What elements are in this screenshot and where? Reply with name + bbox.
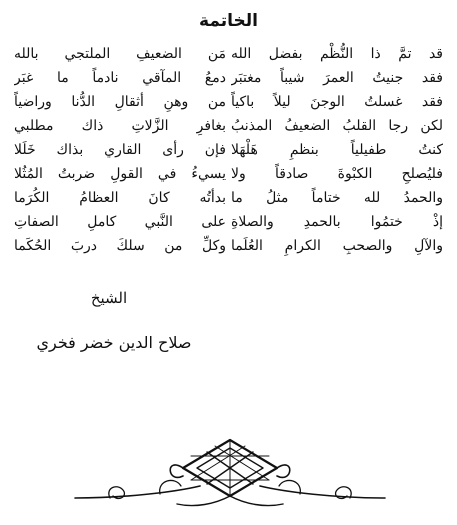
verse-first-hemistich: فقد جنيتُ العمرَ شيباً مغتبَر xyxy=(231,70,443,86)
poem-second-hemistichs xyxy=(14,42,226,258)
verse-first-hemistich: كنتُ طفيلياً بنظمِ هَلْهَلا xyxy=(231,142,443,158)
poem-first-hemistichs xyxy=(231,42,443,258)
verse-second-hemistich: يسيءُ في القولِ ضربتُ المُثُلا xyxy=(14,166,226,182)
verse-first-hemistich: قد تمَّ ذا النُّظْم بفضل الله xyxy=(231,46,443,62)
verse-first-hemistich: إذْ ختمُوا بالحمدِ والصلاةِ xyxy=(231,214,443,230)
signature-name: صلاح الدين خضر فخري xyxy=(36,333,192,352)
verse-second-hemistich: دمعُ المآقي نادماً ما غبَر xyxy=(14,70,226,86)
verse-second-hemistich: فإن رأى القاري بذاك خَلَلا xyxy=(14,142,226,158)
verse-second-hemistich: بدأتُه كانَ العظامُ الكُرَما xyxy=(14,190,226,206)
page-title: الخاتمة xyxy=(199,11,258,31)
ornament-knot-icon xyxy=(65,428,395,518)
verse-first-hemistich: والحمدُ لله ختاماً مثلُ ما xyxy=(231,190,443,206)
verse-second-hemistich: بغافرِ الزَّلاتِ ذاك مطلبي xyxy=(14,118,226,134)
signature-title: الشيخ xyxy=(90,289,128,307)
verse-second-hemistich: على النَّبي كاملِ الصفاتِ xyxy=(14,214,226,230)
verse-first-hemistich: فقد غسلتُ الوجنَ ليلاً باكياً xyxy=(231,94,443,110)
verse-second-hemistich: من وهنِ أثقالِ الدُّنا وراضياً xyxy=(14,94,226,110)
verse-first-hemistich: فليُصلحِ الكبْوةَ صادقاً ولا xyxy=(231,166,443,182)
verse-first-hemistich: والآلِ والصحبِ الكرامِ العُلَما xyxy=(231,238,443,254)
verse-second-hemistich: مَن الضعيفِ الملتجي بالله xyxy=(14,46,226,62)
verse-second-hemistich: وكلِّ من سلكَ دربَ الحُكَما xyxy=(14,238,226,254)
verse-first-hemistich: لكن رجا القلبُ الضعيفُ المذنبُ xyxy=(231,118,443,134)
